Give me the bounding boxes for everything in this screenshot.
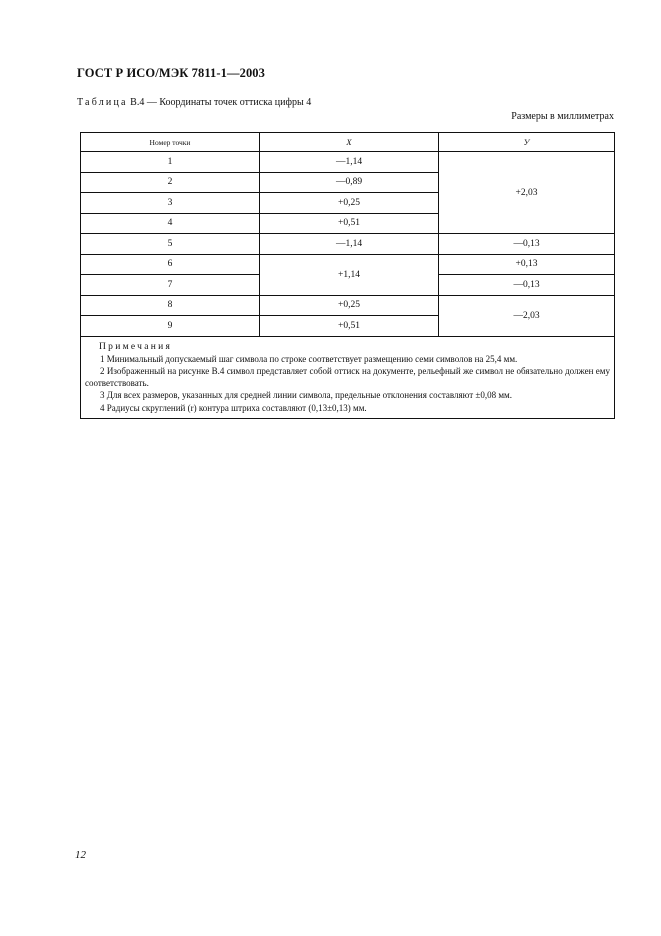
table-row: [81, 295, 615, 316]
cell-x: +0,51: [260, 213, 439, 234]
cell-y-merged: +2,03: [439, 152, 615, 234]
table-caption-text: В.4 — Координаты точек оттиска цифры 4: [127, 97, 312, 108]
notes-title: Примечания: [99, 341, 173, 352]
cell-point: 1: [81, 152, 260, 173]
header-x: X: [260, 133, 439, 152]
cell-y: —0,13: [439, 275, 615, 296]
cell-point: 3: [81, 193, 260, 214]
header-y: У: [439, 133, 615, 152]
cell-x-merged: +1,14: [260, 254, 439, 295]
cell-point: 5: [81, 234, 260, 255]
cell-y: +0,13: [439, 254, 615, 275]
cell-point: 4: [81, 213, 260, 234]
cell-y: —0,13: [439, 234, 615, 255]
table-caption-prefix: Таблица: [77, 97, 128, 108]
table-header-row: [81, 133, 615, 152]
note-item: 2 Изображенный на рисунке В.4 символ представляет собой оттиск на документе, рельефный же символ не обязательно должен ему соответствовать.: [85, 365, 610, 389]
header-point: Номер точки: [81, 133, 260, 152]
notes-row: [81, 336, 615, 418]
cell-x: +0,51: [260, 316, 439, 337]
table-caption: [77, 97, 311, 108]
cell-x: +0,25: [260, 295, 439, 316]
note-item: 1 Минимальный допускаемый шаг символа по строке соответствует размещению семи символов на 25,4 мм.: [100, 353, 518, 364]
table-row: [81, 254, 615, 275]
units-label: Размеры в миллиметрах: [511, 111, 614, 122]
table-row: [81, 234, 615, 255]
table-row: [81, 152, 615, 173]
cell-x: —1,14: [260, 152, 439, 173]
cell-x: +0,25: [260, 193, 439, 214]
cell-y-merged: —2,03: [439, 295, 615, 336]
note-item: 4 Радиусы скруглений (r) контура штриха составляют (0,13±0,13) мм.: [100, 402, 367, 413]
notes-cell: [81, 336, 615, 418]
page-number: 12: [75, 849, 86, 861]
cell-point: 7: [81, 275, 260, 296]
cell-point: 8: [81, 295, 260, 316]
cell-point: 6: [81, 254, 260, 275]
cell-point: 9: [81, 316, 260, 337]
coordinates-table: [80, 132, 615, 419]
cell-x: —1,14: [260, 234, 439, 255]
document-header: ГОСТ Р ИСО/МЭК 7811-1—2003: [77, 66, 266, 80]
cell-point: 2: [81, 172, 260, 193]
note-item: 3 Для всех размеров, указанных для средней линии символа, предельные отклонения составляют ±0,08 мм.: [100, 390, 512, 401]
cell-x: —0,89: [260, 172, 439, 193]
